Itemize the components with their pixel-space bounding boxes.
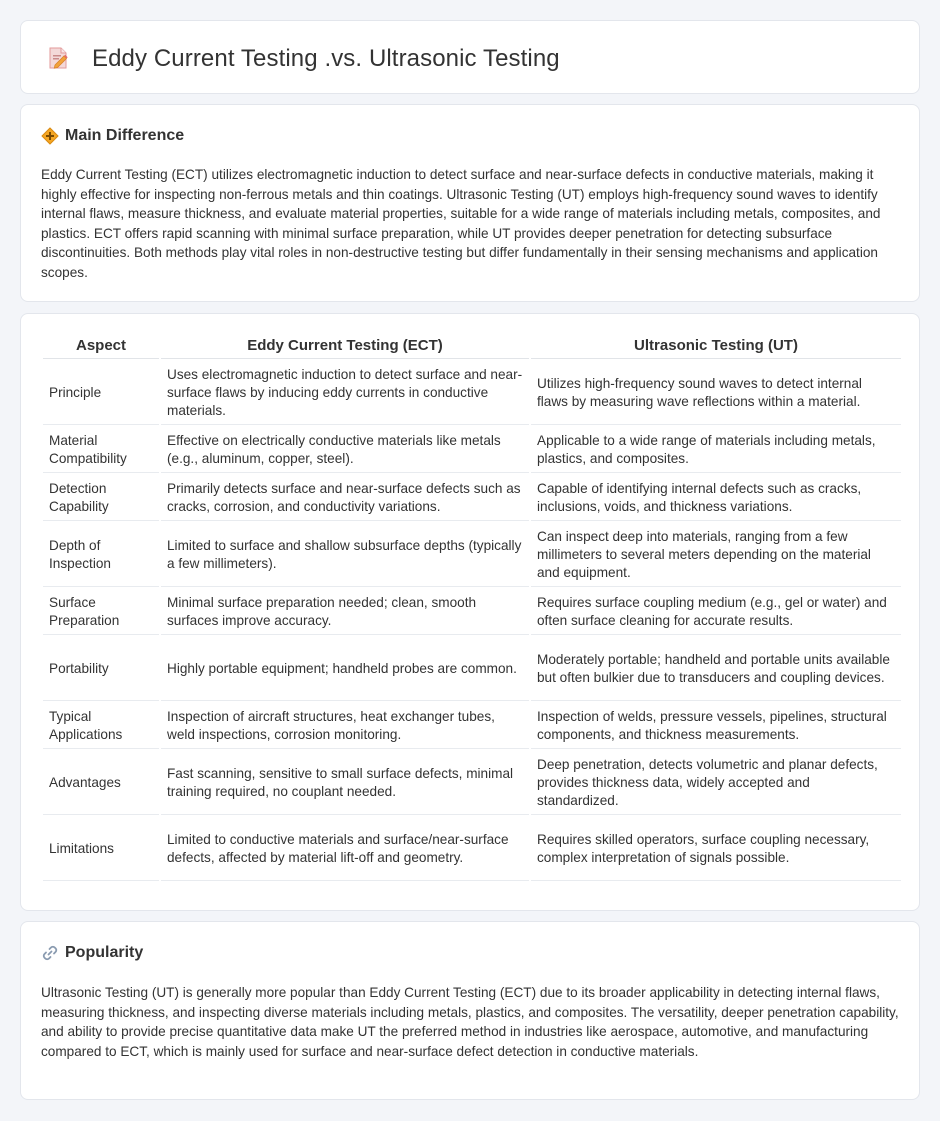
header-card bbox=[20, 20, 920, 94]
row-ect: Minimal surface preparation needed; clean, smooth surfaces improve accuracy. bbox=[161, 589, 529, 635]
row-ut: Can inspect deep into materials, ranging from a few millimeters to several meters depending on the material and equipment. bbox=[531, 523, 901, 587]
row-ect: Primarily detects surface and near-surface defects such as cracks, corrosion, and conductivity variations. bbox=[161, 475, 529, 521]
row-aspect: Surface Preparation bbox=[43, 589, 159, 635]
table-row bbox=[43, 427, 901, 473]
table-header-row bbox=[43, 334, 901, 359]
row-aspect: Typical Applications bbox=[43, 703, 159, 749]
popularity-text: Ultrasonic Testing (UT) is generally more popular than Eddy Current Testing (ECT) due to its broader applicability in detecting internal flaws, measuring thickness, and inspecting diverse materials including metals, plastics, and composites. The versatility, deeper penetration capability, and ability to provide precise quantitative data make UT the preferred method in industries like aerospace, automotive, and manufacturing compared to ECT, which is mainly used for surface and near-surface defect detection in conductive materials. bbox=[41, 985, 899, 1059]
main-difference-heading bbox=[41, 127, 184, 145]
row-aspect: Material Compatibility bbox=[43, 427, 159, 473]
row-aspect: Limitations bbox=[43, 817, 159, 881]
row-ut: Requires surface coupling medium (e.g., gel or water) and often surface cleaning for accurate results. bbox=[531, 589, 901, 635]
table-row bbox=[43, 589, 901, 635]
main-difference-title: Main Difference bbox=[65, 127, 185, 144]
row-aspect: Principle bbox=[43, 361, 159, 425]
row-ut: Requires skilled operators, surface coupling necessary, complex interpretation of signals possible. bbox=[531, 817, 901, 881]
diamond-warning-icon bbox=[41, 127, 59, 145]
table-row bbox=[43, 817, 901, 881]
row-ect: Limited to conductive materials and surface/near-surface defects, affected by material lift-off and geometry. bbox=[161, 817, 529, 881]
row-ect: Highly portable equipment; handheld probes are common. bbox=[161, 637, 529, 701]
row-ect: Fast scanning, sensitive to small surface defects, minimal training required, no couplant needed. bbox=[161, 751, 529, 815]
row-ut: Inspection of welds, pressure vessels, pipelines, structural components, and thickness measurements. bbox=[531, 703, 901, 749]
table-row bbox=[43, 703, 901, 749]
main-difference-text: Eddy Current Testing (ECT) utilizes electromagnetic induction to detect surface and near-surface defects in conductive materials, making it highly effective for inspecting non-ferrous metals and thin coatings. Ultrasonic Testing (UT) employs high-frequency sound waves to identify internal flaws, measure thickness, and evaluate material properties, suitable for a wide range of materials including metals, composites, and plastics. ECT offers rapid scanning with minimal surface preparation, while UT provides deeper penetration for detecting subsurface discontinuities. Both methods play vital roles in non-destructive testing but differ fundamentally in their sensing mechanisms and application scopes. bbox=[41, 167, 881, 280]
document-edit-icon bbox=[47, 46, 69, 70]
header-aspect: Aspect bbox=[43, 334, 159, 359]
header-ut: Ultrasonic Testing (UT) bbox=[531, 334, 901, 359]
popularity-card bbox=[20, 921, 920, 1100]
table-row bbox=[43, 751, 901, 815]
row-ect: Effective on electrically conductive materials like metals (e.g., aluminum, copper, steel). bbox=[161, 427, 529, 473]
comparison-card bbox=[20, 313, 920, 911]
row-ut: Utilizes high-frequency sound waves to detect internal flaws by measuring wave reflections within a material. bbox=[531, 361, 901, 425]
row-aspect: Detection Capability bbox=[43, 475, 159, 521]
row-ut: Capable of identifying internal defects such as cracks, inclusions, voids, and thickness variations. bbox=[531, 475, 901, 521]
table-row bbox=[43, 475, 901, 521]
row-ect: Limited to surface and shallow subsurface depths (typically a few millimeters). bbox=[161, 523, 529, 587]
row-aspect: Portability bbox=[43, 637, 159, 701]
table-row bbox=[43, 637, 901, 701]
row-ut: Moderately portable; handheld and portable units available but often bulkier due to transducers and coupling devices. bbox=[531, 637, 901, 701]
popularity-title: Popularity bbox=[65, 944, 144, 961]
row-ut: Applicable to a wide range of materials including metals, plastics, and composites. bbox=[531, 427, 901, 473]
row-ect: Uses electromagnetic induction to detect surface and near-surface flaws by inducing eddy currents in conductive materials. bbox=[161, 361, 529, 425]
main-difference-card bbox=[20, 104, 920, 302]
comparison-table bbox=[41, 332, 903, 883]
page-title: Eddy Current Testing .vs. Ultrasonic Testing bbox=[92, 45, 560, 72]
table-row bbox=[43, 523, 901, 587]
row-aspect: Depth of Inspection bbox=[43, 523, 159, 587]
popularity-heading bbox=[41, 944, 143, 962]
row-aspect: Advantages bbox=[43, 751, 159, 815]
row-ect: Inspection of aircraft structures, heat exchanger tubes, weld inspections, corrosion monitoring. bbox=[161, 703, 529, 749]
row-ut: Deep penetration, detects volumetric and planar defects, provides thickness data, widely accepted and standardized. bbox=[531, 751, 901, 815]
table-row bbox=[43, 361, 901, 425]
link-icon bbox=[41, 944, 59, 962]
header-ect: Eddy Current Testing (ECT) bbox=[161, 334, 529, 359]
